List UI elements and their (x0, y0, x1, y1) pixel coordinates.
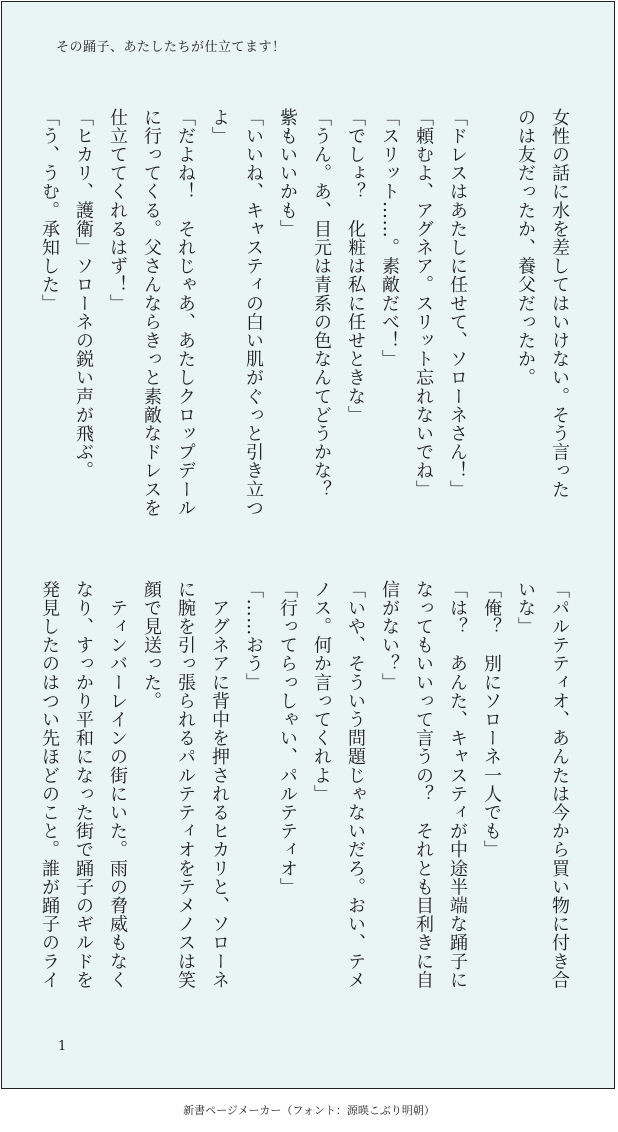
text-line: ティンバーレインの街にいた。雨の脅威もなく (107, 580, 128, 990)
text-line: 「行ってらっしゃい、パルテティオ」 (277, 580, 298, 897)
text-line: いな」 (515, 580, 536, 636)
text-line: 「だよね！ それじゃあ、あたしクロップデール (175, 108, 196, 518)
text-line: 「は？ あんた、キャスティが中途半端な踊子に (447, 580, 468, 990)
text-line: 女性の話に水を差してはいけない。そう言った (549, 108, 570, 499)
book-page (1, 1, 615, 1089)
text-line (474, 108, 508, 548)
text-line: 「俺？ 別にソローネ一人でも」 (481, 580, 502, 859)
text-line: に腕を引っ張られるパルテティオをテメノスは笑 (175, 580, 196, 990)
text-line: 「うん。あ、目元は青系の色なんてどうかな？ (311, 108, 332, 499)
text-line: 顔で見送った。 (141, 580, 162, 711)
text-line: 発見したのはつい先ほどのこと。誰が踊子のライ (39, 580, 60, 990)
text-line: なってもいいって言うの？ それとも目利きに自 (413, 580, 434, 990)
text-line: 「頼むよ、アグネア。スリット忘れないでね」 (413, 108, 434, 499)
text-line: アグネアに背中を押されるヒカリと、ソローネ (209, 580, 230, 990)
text-line: のは友だったか、養父だったか。 (515, 108, 536, 387)
text-line: 「いいね、キャスティの白い肌がぐっと引き立つ (243, 108, 264, 518)
top-text-block (32, 108, 576, 548)
text-line: ノス。何か言ってくれよ」 (311, 580, 332, 804)
text-line: 「ヒカリ、護衛」ソローネの鋭い声が飛ぶ。 (73, 108, 94, 480)
text-line: 信がない？」 (379, 580, 400, 692)
text-line: 「いや、そういう問題じゃないだろ。おい、テメ (345, 580, 366, 990)
chapter-title: その踊子、あたしたちが仕立てます！ (56, 40, 286, 55)
text-line: 「ドレスはあたしに任せて、ソローネさん！」 (447, 108, 468, 499)
text-line: 「う、うむ。承知した」 (39, 108, 60, 313)
text-line: よ」 (209, 108, 230, 146)
text-line: なり、すっかり平和になった街で踊子のギルドを (73, 580, 94, 990)
text-line: 「……おう」 (243, 580, 264, 692)
footer-credit: 新書ページメーカー（フォント：源暎こぶり明朝） (183, 1104, 435, 1117)
bottom-text-block (32, 580, 576, 1020)
page-number: 1 (58, 1039, 67, 1054)
text-line: 紫もいいかも」 (277, 108, 298, 239)
text-line: 「でしょ？ 化粧は私に任せときな」 (345, 108, 366, 425)
text-line: に行ってくる。父さんならきっと素敵なドレスを (141, 108, 162, 518)
text-line: 「パルテティオ、あんたは今から買い物に付き合 (549, 580, 570, 990)
text-line: 「スリット……。素敵だべ！」 (379, 108, 400, 369)
text-line: 仕立ててくれるはず！」 (107, 108, 128, 313)
